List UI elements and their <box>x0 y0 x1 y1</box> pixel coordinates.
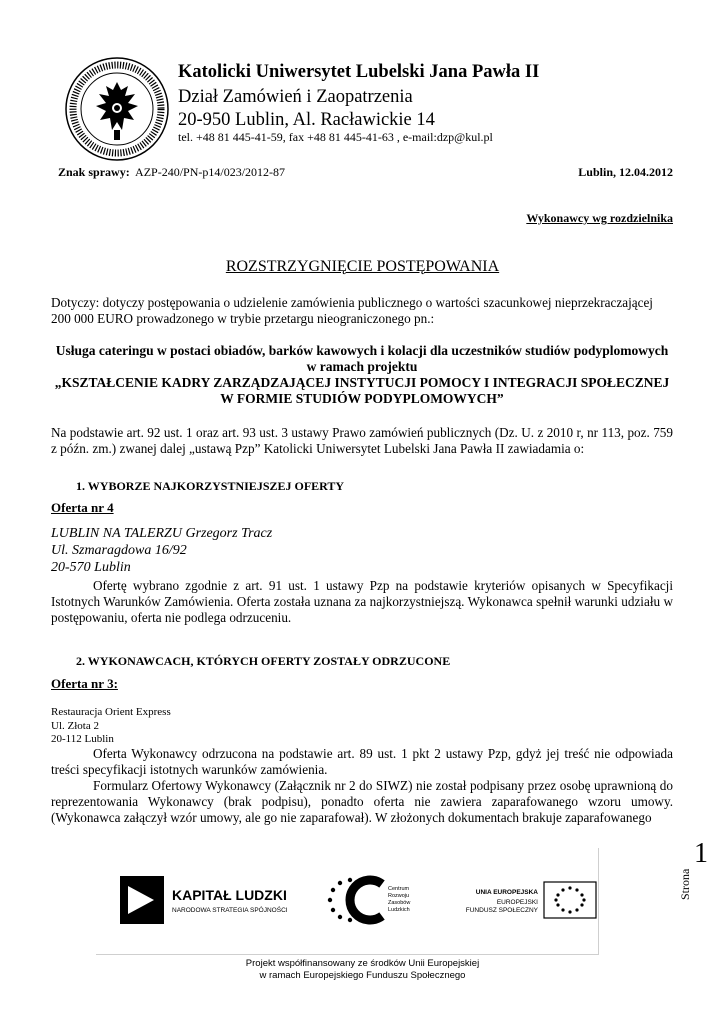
kl-subtitle: NARODOWA STRATEGIA SPÓJNOŚCI <box>172 907 288 914</box>
case-number: AZP-240/PN-p14/023/2012-87 <box>135 165 286 179</box>
rejection-reason-paragraph: Oferta Wykonawcy odrzucona na podstawie art. 89 ust. 1 pkt 2 ustawy Pzp, gdyż jej treść nie odpowiada treści specyfikacji istotnych warunków zamówienia. <box>51 746 673 777</box>
crzl-line-4: Ludzkich <box>388 907 410 913</box>
kapital-ludzki-logo <box>118 870 318 930</box>
rejected-street: Ul. Złota 2 <box>51 719 99 732</box>
department-name: Dział Zamówień i Zaopatrzenia <box>178 87 413 107</box>
document-date: Lublin, 12.04.2012 <box>578 165 673 179</box>
page-number: 1 <box>694 838 708 869</box>
page-label: Strona <box>678 868 692 900</box>
subject-intro-paragraph: Dotyczy: dotyczy postępowania o udzielenie zamówienia publicznego o wartości szacunkowej nieprzekraczającej 200 000 EURO prowadzonego w trybie przetargu nieograniczonego pn.: <box>51 295 653 326</box>
ue-title: UNIA EUROPEJSKA <box>475 889 538 896</box>
winner-street: Ul. Szmaragdowa 16/92 <box>51 543 187 558</box>
recipients-line: Wykonawcy wg rozdzielnika <box>526 211 673 225</box>
department-address: 20-950 Lublin, Al. Racławickie 14 <box>178 110 435 130</box>
cofinance-line-2: w ramach Europejskiego Funduszu Społecznego <box>259 970 466 981</box>
cofinance-line-1: Projekt współfinansowany ze środków Unii Europejskiej <box>245 958 480 969</box>
crzl-line-3: Zasobów <box>388 900 411 906</box>
case-reference <box>58 165 285 180</box>
page-marker <box>672 838 712 918</box>
contact-info: tel. +48 81 445-41-59, fax +48 81 445-41-63 , e-mail:dzp@kul.pl <box>178 130 493 144</box>
crzl-logo <box>322 870 422 930</box>
crzl-line-2: Rozwoju <box>388 893 410 899</box>
kl-title: KAPITAŁ LUDZKI <box>172 887 287 903</box>
university-name: Katolicki Uniwersytet Lubelski Jana Pawła II <box>178 62 540 82</box>
subject-line-1: Usługa cateringu w postaci obiadów, barków kawowych i kolacji dla uczestników studiów podyplomowych w ramach projektu <box>55 343 669 374</box>
rejected-contractor-address <box>51 706 171 747</box>
university-seal-logo <box>64 56 170 162</box>
section-2-text <box>51 746 673 826</box>
legal-basis-paragraph: Na podstawie art. 92 ust. 1 oraz art. 93 ust. 3 ustawy Prawo zamówień publicznych (Dz. U. z 2010 r, nr 113, poz. 759 z późn. zm.) zwanej dalej „ustawą Pzp” Katolicki Uniwersytet Lubelski Jana Pawła II zawiadamia o: <box>51 425 673 456</box>
rejected-offer-label: Oferta nr 3: <box>51 676 118 691</box>
cofinancing-note <box>0 958 725 982</box>
winner-name: LUBLIN NA TALERZU Grzegorz Tracz <box>51 526 273 541</box>
winning-offer-label: Oferta nr 4 <box>51 500 114 515</box>
case-label: Znak sprawy: <box>58 165 130 179</box>
subject-line-2: „KSZTAŁCENIE KADRY ZARZĄDZAJĄCEJ INSTYTUCJI POMOCY I INTEGRACJI SPOŁECZNEJ W FORMIE STUDIÓW PODYPLOMOWYCH” <box>54 375 670 406</box>
ue-line-2: EUROPEJSKI <box>496 899 538 906</box>
winner-city: 20-570 Lublin <box>51 560 131 575</box>
rejected-name: Restauracja Orient Express <box>51 706 171 718</box>
procurement-subject <box>51 343 673 407</box>
section-1-text: Ofertę wybrano zgodnie z art. 91 ust. 1 ustawy Pzp na podstawie kryteriów opisanych w Specyfikacji Istotnych Warunków Zamówienia. Oferta została uznana za najkorzystniejszą. Wykonawca spełnił warunki udziału w postępowaniu, oferta nie podlega odrzuceniu. <box>51 578 673 625</box>
ue-line-3: FUNDUSZ SPOŁECZNY <box>465 907 538 914</box>
winning-contractor-address <box>51 525 272 576</box>
section-1-heading: 1. WYBORZE NAJKORZYSTNIEJSZEJ OFERTY <box>76 479 345 493</box>
rejected-city: 20-112 Lublin <box>51 733 114 745</box>
crzl-line-1: Centrum <box>388 886 410 892</box>
rejection-details-paragraph: Formularz Ofertowy Wykonawcy (Załącznik nr 2 do SIWZ) nie został podpisany przez osobę uprawnioną do reprezentowania Wykonawcy (brak podpisu), ponadto oferta nie zawiera zaparafowanego wzoru umowy. (Wykonawca załączył wzór umowy, ale go nie zaparafował). W złożonych dokumentach brakuje zaparafowanego <box>51 778 673 825</box>
section-2-heading: 2. WYKONAWCACH, KTÓRYCH OFERTY ZOSTAŁY ODRZUCONE <box>76 654 451 668</box>
document-title: ROZSTRZYGNIĘCIE POSTĘPOWANIA <box>225 258 500 275</box>
eu-efs-logo <box>430 870 600 930</box>
